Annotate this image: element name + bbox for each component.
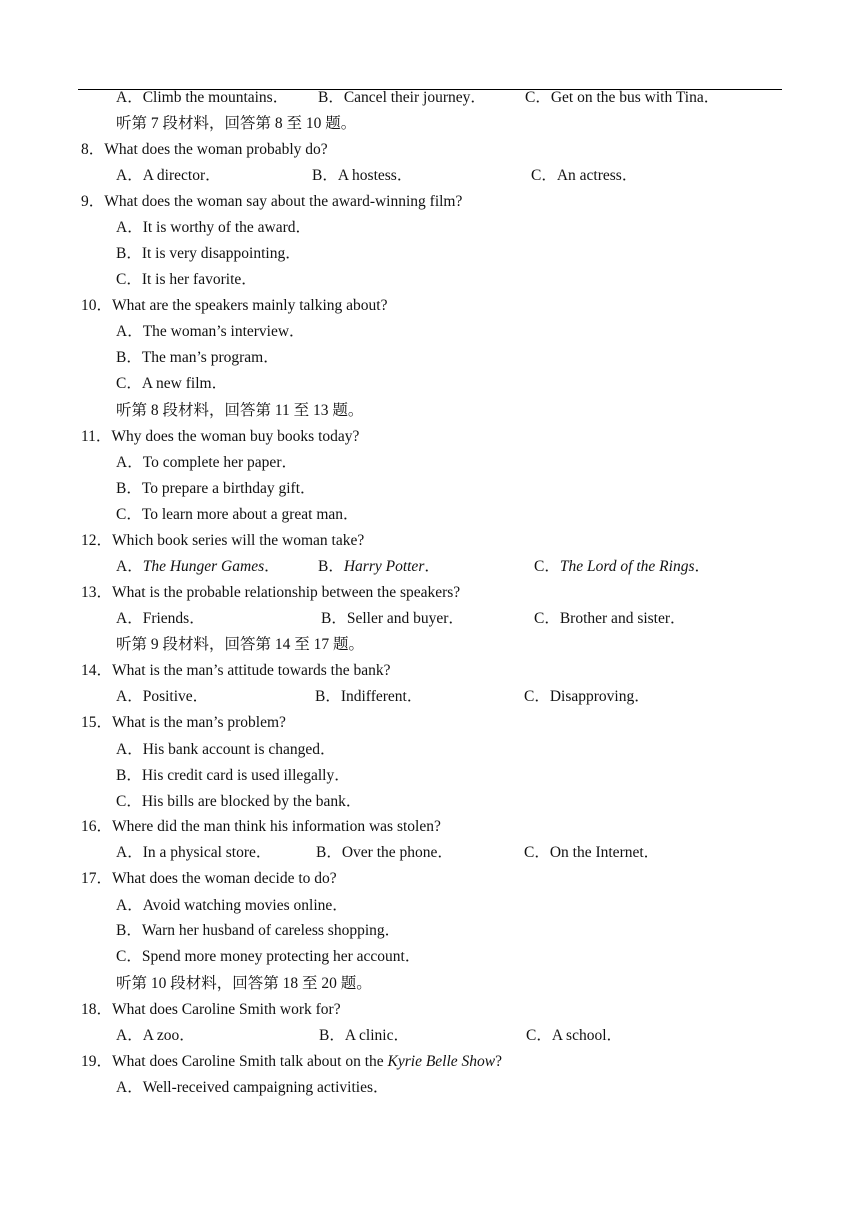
question-text-part: 19．What does Caroline Smith talk about on the <box>81 1053 388 1070</box>
question-text: 9．What does the woman say about the award-winning film? <box>81 193 463 210</box>
section-instruction: 听第 8 段材料，回答第 11 至 13 题。 <box>116 402 364 419</box>
answer-option: A．Climb the mountains． <box>116 89 289 106</box>
question-text: 14．What is the man’s attitude towards the bank? <box>81 662 391 679</box>
answer-option: B．The man’s program． <box>116 349 279 366</box>
book-title: The Lord of the Rings <box>559 558 695 575</box>
answer-option: B．Over the phone． <box>316 844 453 861</box>
section-instruction: 听第 10 段材料，回答第 18 至 20 题。 <box>116 975 372 992</box>
answer-option: B．His credit card is used illegally． <box>116 767 350 784</box>
answer-option: C．A school． <box>526 1027 623 1044</box>
answer-option: A．Positive． <box>116 688 209 705</box>
answer-option: A．Avoid watching movies online． <box>116 897 348 914</box>
answer-option: C．His bills are blocked by the bank． <box>116 793 362 810</box>
answer-option <box>318 557 440 577</box>
question-text: 15．What is the man’s problem? <box>81 714 286 731</box>
question-text <box>81 1052 502 1072</box>
answer-option: C．Spend more money protecting her account． <box>116 948 421 965</box>
section-instruction: 听第 7 段材料，回答第 8 至 10 题。 <box>116 115 357 132</box>
option-label: A． <box>116 558 143 575</box>
answer-option: A．Friends． <box>116 610 205 627</box>
answer-option: C．A new film． <box>116 375 228 392</box>
question-text: 17．What does the woman decide to do? <box>81 870 337 887</box>
answer-option: B．A clinic． <box>319 1027 409 1044</box>
answer-option: B．A hostess． <box>312 167 413 184</box>
answer-option: A．To complete her paper． <box>116 454 297 471</box>
answer-option: C．Disapproving． <box>524 688 650 705</box>
answer-option: C．Brother and sister． <box>534 610 686 627</box>
question-text: 13．What is the probable relationship between the speakers? <box>81 584 461 601</box>
answer-option: A．A zoo． <box>116 1027 195 1044</box>
section-instruction: 听第 9 段材料，回答第 14 至 17 题。 <box>116 636 365 653</box>
option-end: ． <box>694 558 710 575</box>
answer-option: A．It is worthy of the award． <box>116 219 311 236</box>
answer-option <box>116 557 280 577</box>
answer-option: A．Well-received campaigning activities． <box>116 1079 389 1096</box>
question-text: 11．Why does the woman buy books today? <box>81 428 360 445</box>
option-label: C． <box>534 558 560 575</box>
answer-option: B．Warn her husband of careless shopping． <box>116 922 401 939</box>
question-text: 10．What are the speakers mainly talking about? <box>81 297 388 314</box>
question-text: 8．What does the woman probably do? <box>81 141 328 158</box>
answer-option: A．In a physical store． <box>116 844 272 861</box>
answer-option: B．Seller and buyer． <box>321 610 464 627</box>
answer-option: C．On the Internet． <box>524 844 660 861</box>
option-end: ． <box>264 558 280 575</box>
answer-option: B．Cancel their journey． <box>318 89 486 106</box>
answer-option: C．To learn more about a great man． <box>116 506 359 523</box>
question-text: 16．Where did the man think his information was stolen? <box>81 818 441 835</box>
answer-option: C．Get on the bus with Tina． <box>525 89 720 106</box>
answer-option <box>534 557 710 577</box>
question-text-part: ? <box>495 1053 503 1070</box>
answer-option: A．The woman’s interview． <box>116 323 305 340</box>
book-title: Harry Potter <box>343 558 425 575</box>
question-text: 12．Which book series will the woman take? <box>81 532 365 549</box>
answer-option: C．It is her favorite． <box>116 271 257 288</box>
answer-option: A．A director． <box>116 167 221 184</box>
book-title: The Hunger Games <box>142 558 265 575</box>
answer-option: B．To prepare a birthday gift． <box>116 480 316 497</box>
option-end: ． <box>424 558 440 575</box>
answer-option: A．His bank account is changed． <box>116 741 336 758</box>
answer-option: B．It is very disappointing． <box>116 245 301 262</box>
option-label: B． <box>318 558 344 575</box>
show-title: Kyrie Belle Show <box>387 1053 496 1070</box>
question-text: 18．What does Caroline Smith work for? <box>81 1001 341 1018</box>
answer-option: C．An actress． <box>531 167 638 184</box>
answer-option: B．Indifferent． <box>315 688 423 705</box>
